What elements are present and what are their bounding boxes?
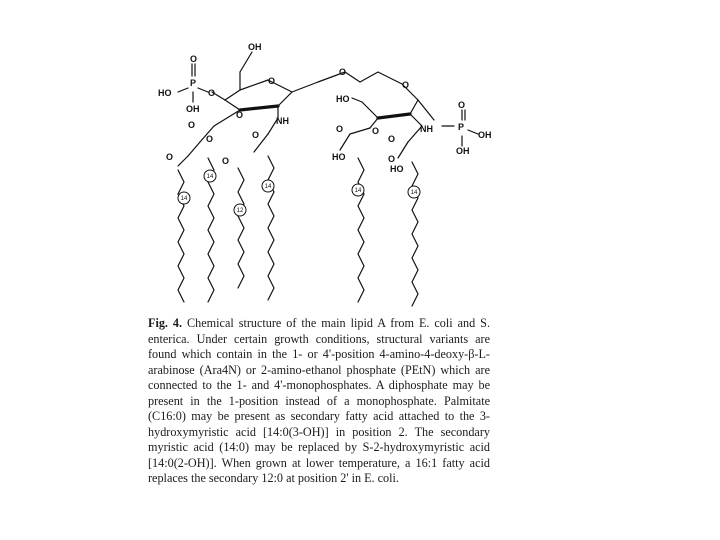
chain-length-5: 14 [354,188,362,194]
fatty-acid-chain-3 [238,168,244,288]
chain-length-4: 14 [264,184,272,190]
label-o-p-left-bridge: O [208,88,216,98]
label-ho-chain-3: HO [332,152,346,162]
chain-length-6: 14 [410,190,418,196]
label-oh-p-right-2: OH [456,146,470,156]
chain-length-3: 12 [236,208,244,214]
fatty-acid-chain-4 [268,156,274,300]
label-ho-right-ring: HO [336,94,350,104]
label-o-ester-1: O [236,110,244,120]
label-p-left: P [190,78,197,88]
left-phosphate-group [178,64,225,102]
figure-caption-label: Fig. 4. [148,316,183,330]
lipid-a-structure-figure [140,30,520,310]
label-o-ring-right: O [402,80,410,90]
label-p-right: P [458,122,465,132]
label-o-link: O [339,67,347,77]
label-oh-p-right-1: OH [478,130,492,140]
right-glucosamine-ring [352,72,422,128]
label-o-carbonyl-4: O [252,130,260,140]
label-o-ring-left: O [268,76,276,86]
label-o-carbonyl-5: O [336,124,344,134]
label-oh-top: OH [248,42,262,52]
chain-length-1: 14 [180,196,188,202]
label-o-p-left-top: O [190,54,198,64]
label-oh-p-left: OH [186,104,200,114]
label-o-carbonyl-1: O [188,120,196,130]
label-ho-chain-4: HO [390,164,404,174]
label-o-carbonyl-6: O [388,154,396,164]
right-phosphate-group [418,100,478,146]
label-o-ester-4: O [388,134,396,144]
figure-caption-text: Chemical structure of the main lipid A from E. coli and S. enterica. Under certain growth conditions, structural variants are found which contain in the 1- or 4'-position 4-amino-4-deoxy-β-L-arabinose (Ara4N) or 2-amino-ethanol phosphate (PEtN) which are connected to the 1- and 4'-monophosphates. A diphosphate may be present in the 1-position instead of a monophosphate. Palmitate (C16:0) may be present as secondary fatty acid attached to the 3-hydroxymyristic acid [14:0(3-OH)] in position 2. The secondary myristic acid (14:0) may be replaced by S-2-hydroxymyristic acid [14:0(2-OH)]. When grown at lower temperature, a 16:1 fatty acid replaces the secondary 12:0 at position 2' in E. coli. [148,316,491,485]
label-o-ester-2: O [206,134,214,144]
fatty-acid-chain-6 [412,162,418,306]
figure-caption [148,316,490,487]
label-o-carbonyl-2: O [166,152,174,162]
chain-length-2: 14 [206,174,214,180]
label-nh-right: NH [420,124,433,134]
fatty-acid-chain-5 [358,158,364,302]
label-nh-left: NH [276,116,289,126]
label-o-p-right-top: O [458,100,466,110]
label-o-ester-3: O [372,126,380,136]
label-ho-p-left: HO [158,88,172,98]
label-o-carbonyl-3: O [222,156,230,166]
fatty-acid-chain-1 [178,170,184,302]
